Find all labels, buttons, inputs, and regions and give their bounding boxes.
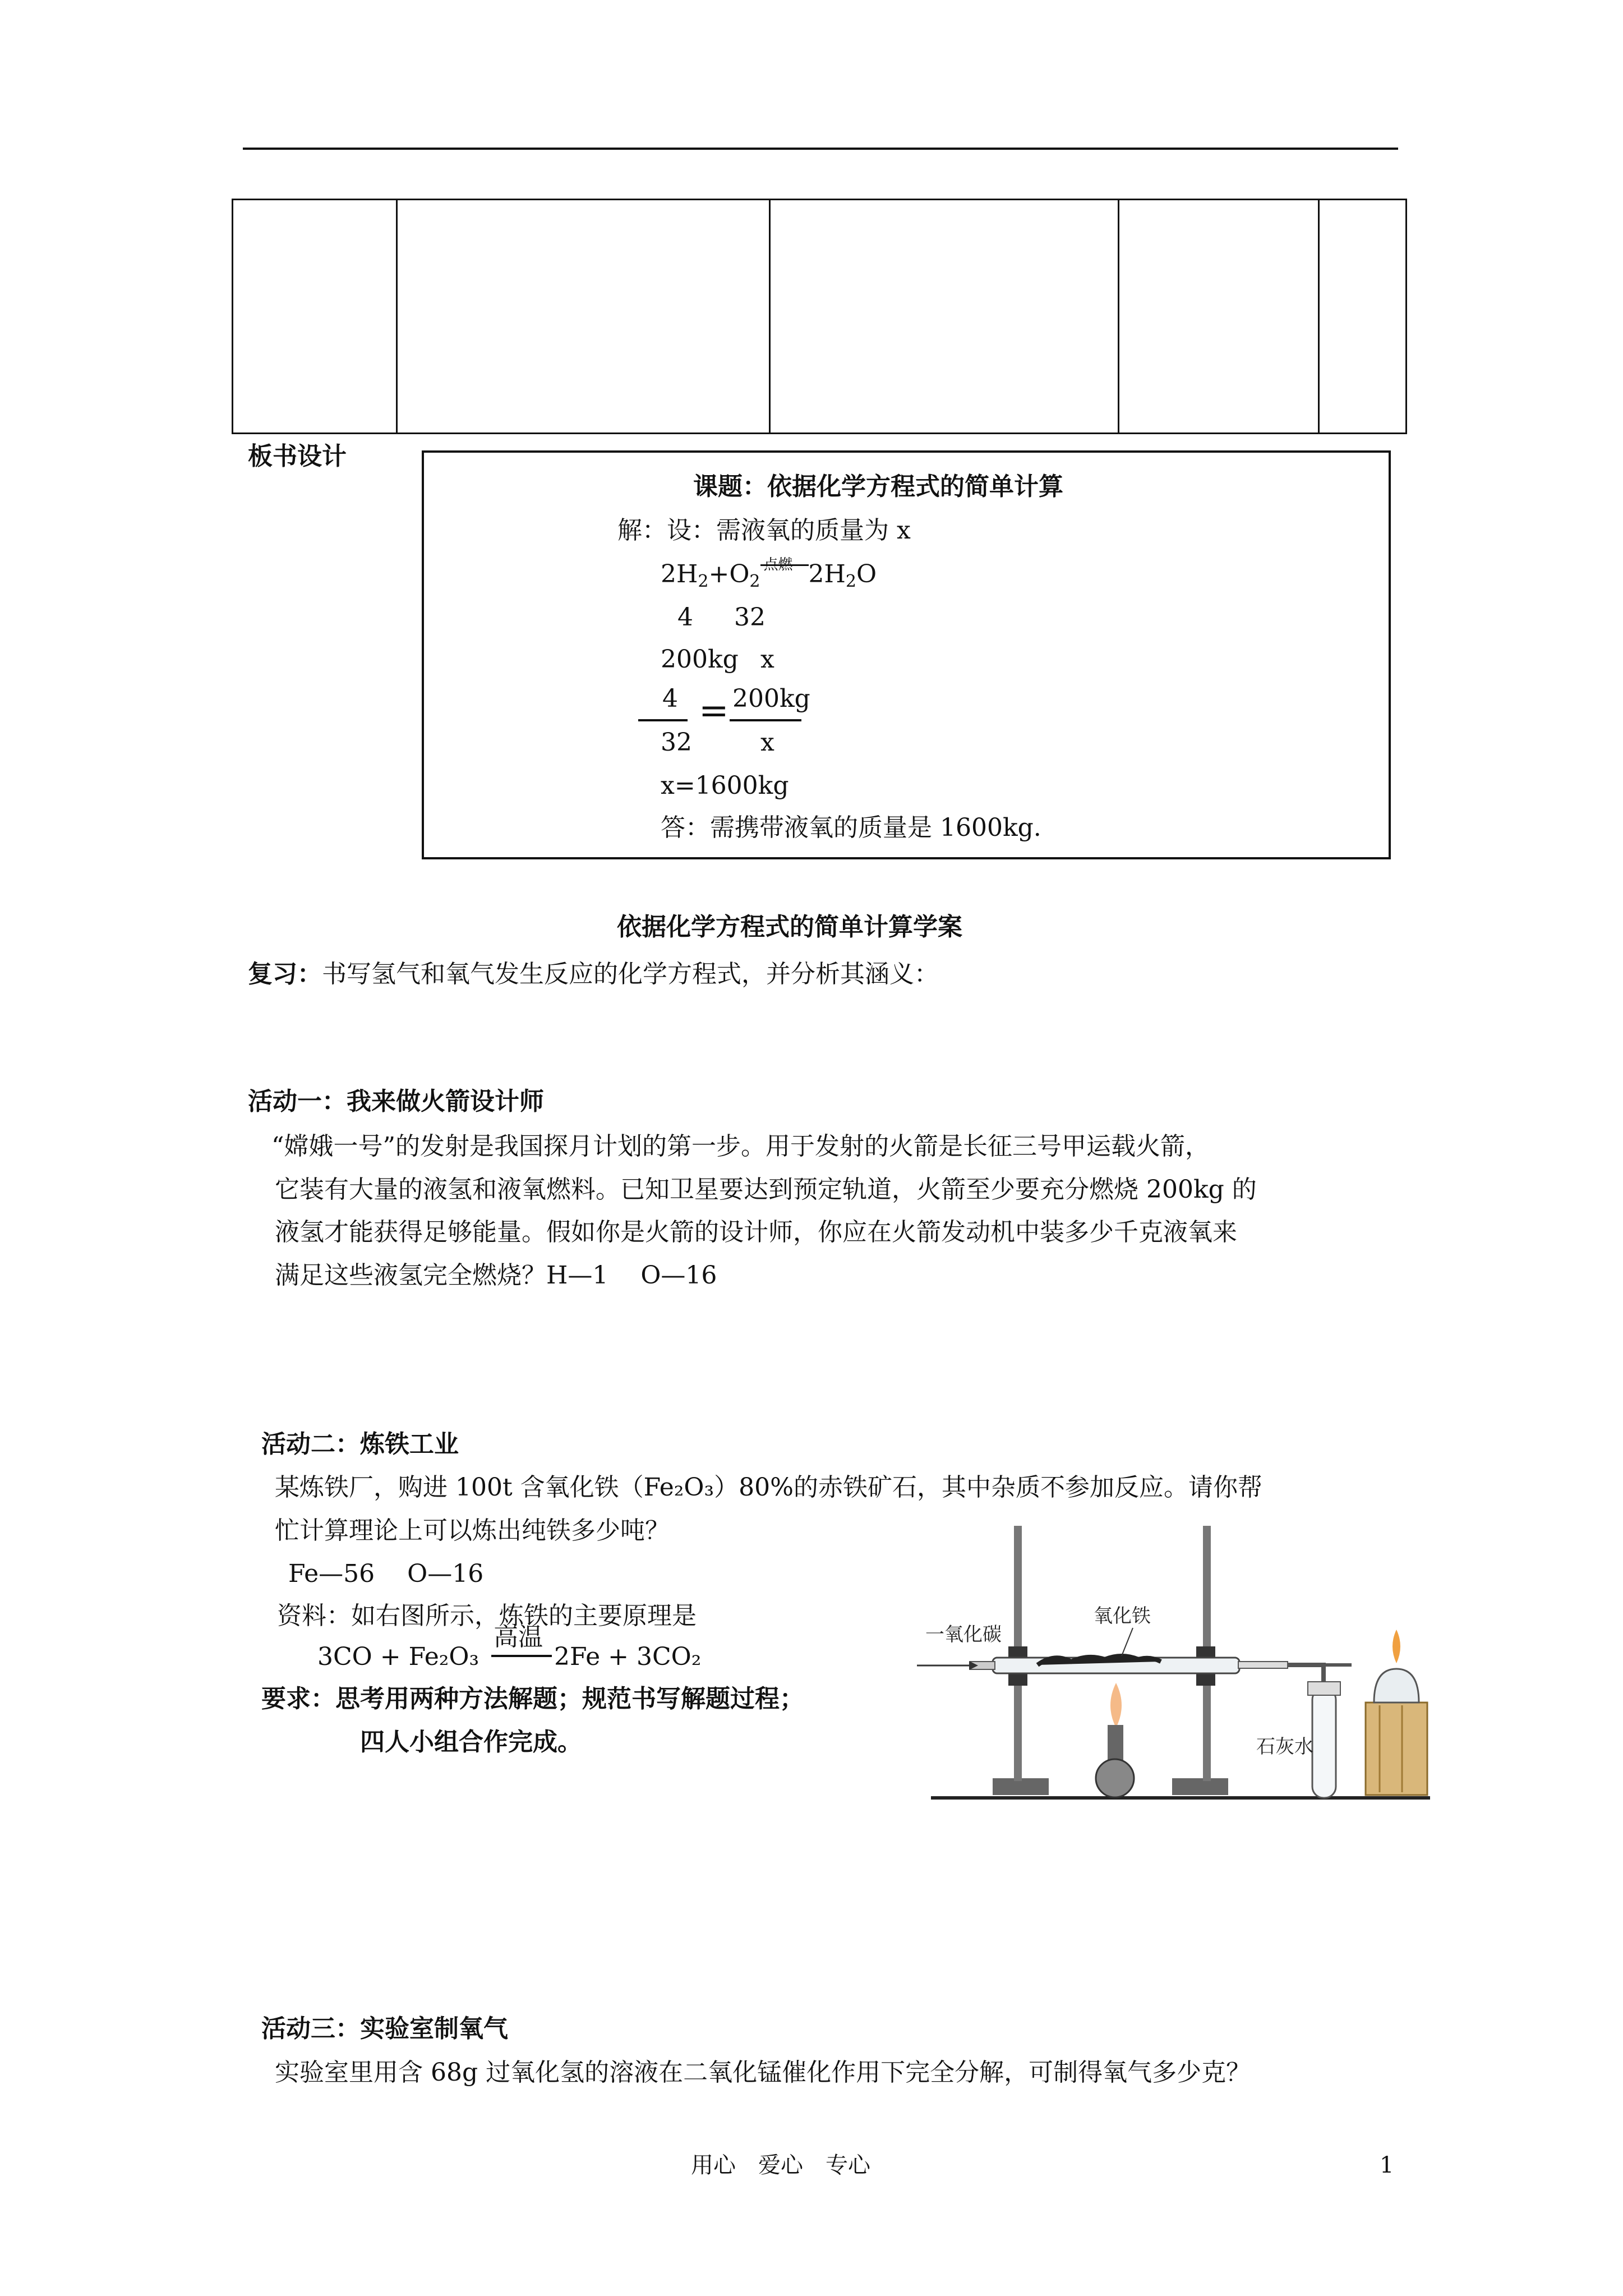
act2-info: 资料：如右图所示，炼铁的主要原理是 [277,1602,697,1630]
lesson-table [232,199,1407,434]
frac-b-den: x [760,728,774,757]
act2-eq-right: 2Fe + 3CO₂ [554,1642,702,1671]
act2-line1: 某炼铁厂，购进 100t 含氧化铁（Fe₂O₃）80%的赤铁矿石，其中杂质不参加反应。请你帮 [275,1473,1262,1502]
act2-masses: Fe—56 O—16 [288,1559,484,1588]
review-label: 复习： [248,960,322,988]
board-mass1: 4 [677,603,693,632]
right-stand-base [1172,1778,1228,1795]
label-limewater: 石灰水 [1256,1736,1313,1758]
eq-sub: 2 [698,572,709,591]
act1-line3: 液氢才能获得足够能量。假如你是火箭的设计师，你应在火箭发动机中装多少千克液氧来 [275,1218,1237,1246]
act1-line2: 它装有大量的液氢和液氧燃料。已知卫星要达到预定轨道，火箭至少要充分燃烧 200kg 的 [275,1175,1257,1204]
page-number: 1 [1380,2152,1394,2178]
header-rule [243,148,1398,150]
board-result: x=1600kg [661,771,789,800]
footer-motto: 用心 爱心 专心 [691,2152,870,2178]
label-co: 一氧化碳 [925,1623,1002,1646]
board-given1: 200kg [661,645,739,674]
act1-line4: 满足这些液氢完全燃烧？H—1 O—16 [275,1261,717,1290]
act3-line1: 实验室里用含 68g 过氧化氢的溶液在二氧化锰催化作用下完全分解，可制得氧气多少克？ [275,2058,1251,2087]
act3-title: 活动三：实验室制氧气 [261,2014,508,2043]
iron-smelting-figure [909,1503,1436,1806]
act2-title: 活动二：炼铁工业 [261,1430,459,1458]
act2-line2: 忙计算理论上可以炼出纯铁多少吨？ [275,1516,670,1545]
frac-equals: = [699,690,729,731]
label-iron-oxide: 氧化铁 [1094,1605,1151,1627]
act1-line1: “嫦娥一号”的发射是我国探月计划的第一步。用于发射的火箭是长征三号甲运载火箭， [271,1132,1210,1161]
board-answer: 答：需携带液氧的质量是 1600kg. [661,813,1041,842]
eq-h2: 2H [808,560,846,588]
act1-title: 活动一：我来做火箭设计师 [248,1087,544,1116]
table-divider [396,200,398,432]
board-solve: 解：设：需液氧的质量为 x [617,516,911,545]
burner [1108,1725,1123,1764]
table-divider [769,200,771,432]
table-divider [1318,200,1320,432]
act2-eq-cond: 高温 [494,1623,543,1651]
board-box [422,450,1391,859]
eq-o: +O [708,560,750,588]
eq-h: 2H [661,560,698,588]
limewater-tube [1312,1688,1336,1798]
board-label: 板书设计 [248,442,347,471]
review [248,953,939,996]
eq-o2: O [856,560,877,588]
handout-title: 依据化学方程式的简单计算学案 [617,913,962,941]
wooden-block [1366,1703,1427,1795]
act2-eq-arrow [491,1655,552,1657]
act2-req1: 要求：思考用两种方法解题；规范书写解题过程； [261,1685,804,1713]
board-given2: x [760,645,774,674]
frac-a-num: 4 [662,684,678,713]
board-equation [661,553,877,596]
eq-condition: 点燃 [763,556,793,573]
frac-b-num: 200kg [732,684,810,713]
eq-arrow [760,556,809,582]
frac-a-den: 32 [661,728,692,757]
board-title: 课题：依据化学方程式的简单计算 [693,472,1063,501]
eq-sub: 2 [749,572,760,591]
eq-sub: 2 [845,572,856,591]
act2-req2: 四人小组合作完成。 [360,1728,582,1756]
review-text: 书写氢气和氧气发生反应的化学方程式，并分析其涵义： [322,960,939,988]
table-divider [1118,200,1119,432]
board-mass2: 32 [734,603,766,632]
act2-eq-left: 3CO + Fe₂O₃ [317,1642,479,1671]
